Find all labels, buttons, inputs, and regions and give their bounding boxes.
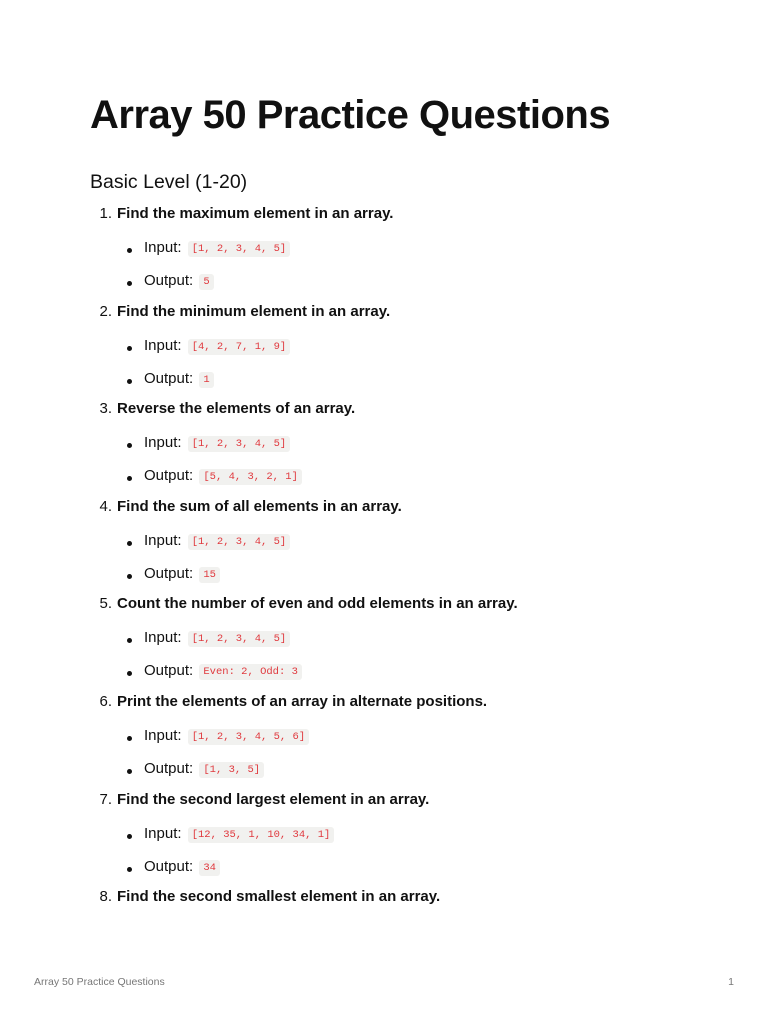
question-title: Find the maximum element in an array. <box>117 205 394 222</box>
output-value: Even: 2, Odd: 3 <box>199 664 302 680</box>
question-input <box>144 530 290 552</box>
input-value: [1, 2, 3, 4, 5] <box>188 631 291 647</box>
input-label: Input: <box>144 824 182 842</box>
bullet-icon <box>127 346 132 351</box>
bullet-icon <box>127 867 132 872</box>
bullet-icon <box>127 638 132 643</box>
input-value: [1, 2, 3, 4, 5] <box>188 241 291 257</box>
question-number: 5. <box>99 595 112 613</box>
question-number: 1. <box>99 205 112 222</box>
output-value: [1, 3, 5] <box>199 762 264 778</box>
question-output <box>144 465 302 487</box>
input-value: [4, 2, 7, 1, 9] <box>188 339 291 355</box>
input-value: [1, 2, 3, 4, 5] <box>188 534 291 550</box>
bullet-icon <box>127 248 132 253</box>
bullet-icon <box>127 281 132 286</box>
bullet-icon <box>127 769 132 774</box>
question-output <box>144 563 220 585</box>
input-label: Input: <box>144 726 182 744</box>
question-number: 3. <box>99 400 112 418</box>
output-label: Output: <box>144 272 194 289</box>
question-number: 2. <box>99 302 112 320</box>
input-value: [1, 2, 3, 4, 5] <box>188 436 291 452</box>
question-item <box>90 691 710 789</box>
input-label: Input: <box>144 629 182 647</box>
page-number: 1 <box>728 976 734 988</box>
question-input <box>144 627 290 649</box>
question-title: Count the number of even and odd elements in an array. <box>117 595 518 613</box>
question-title: Find the minimum element in an array. <box>117 302 391 320</box>
bullet-icon <box>127 671 132 676</box>
output-label: Output: <box>144 857 194 875</box>
question-item <box>90 203 710 301</box>
question-item <box>90 398 710 496</box>
question-item <box>90 301 710 399</box>
question-title: Find the sum of all elements in an array. <box>117 497 402 515</box>
output-value: 1 <box>199 372 213 388</box>
input-label: Input: <box>144 239 182 256</box>
question-title: Find the second smallest element in an array. <box>117 888 441 906</box>
question-title: Print the elements of an array in alternate positions. <box>117 692 488 710</box>
question-number: 8. <box>99 888 112 906</box>
question-output <box>144 270 214 292</box>
question-title: Find the second largest element in an array. <box>117 790 430 808</box>
page-title: Array 50 Practice Questions <box>90 93 611 137</box>
output-label: Output: <box>144 369 194 387</box>
input-label: Input: <box>144 336 182 354</box>
output-label: Output: <box>144 467 194 485</box>
input-label: Input: <box>144 531 182 549</box>
question-item <box>90 886 710 984</box>
question-title: Reverse the elements of an array. <box>117 400 356 418</box>
question-input <box>144 335 290 357</box>
question-item <box>90 496 710 594</box>
section-title: Basic Level (1-20) <box>90 171 248 193</box>
output-value: [5, 4, 3, 2, 1] <box>199 469 302 485</box>
question-number: 7. <box>99 790 112 808</box>
question-number: 4. <box>99 497 112 515</box>
bullet-icon <box>127 541 132 546</box>
output-value: 15 <box>199 567 220 583</box>
footer-title: Array 50 Practice Questions <box>34 976 165 988</box>
bullet-icon <box>127 476 132 481</box>
question-list <box>90 203 710 984</box>
question-item <box>90 593 710 691</box>
input-value: [12, 35, 1, 10, 34, 1] <box>188 827 335 843</box>
bullet-icon <box>127 574 132 579</box>
question-output <box>144 368 214 390</box>
bullet-icon <box>127 736 132 741</box>
question-input <box>144 725 309 747</box>
input-label: Input: <box>144 434 182 452</box>
input-value: [1, 2, 3, 4, 5, 6] <box>188 729 309 745</box>
question-input <box>144 432 290 454</box>
output-label: Output: <box>144 759 194 777</box>
output-label: Output: <box>144 662 194 680</box>
question-output <box>144 660 302 682</box>
bullet-icon <box>127 379 132 384</box>
output-label: Output: <box>144 564 194 582</box>
question-output <box>144 758 264 780</box>
question-input <box>144 237 290 259</box>
output-value: 5 <box>199 274 213 290</box>
question-number: 6. <box>99 692 112 710</box>
bullet-icon <box>127 834 132 839</box>
question-item <box>90 789 710 887</box>
bullet-icon <box>127 443 132 448</box>
question-output <box>144 856 220 878</box>
output-value: 34 <box>199 860 220 876</box>
question-input <box>144 823 334 845</box>
